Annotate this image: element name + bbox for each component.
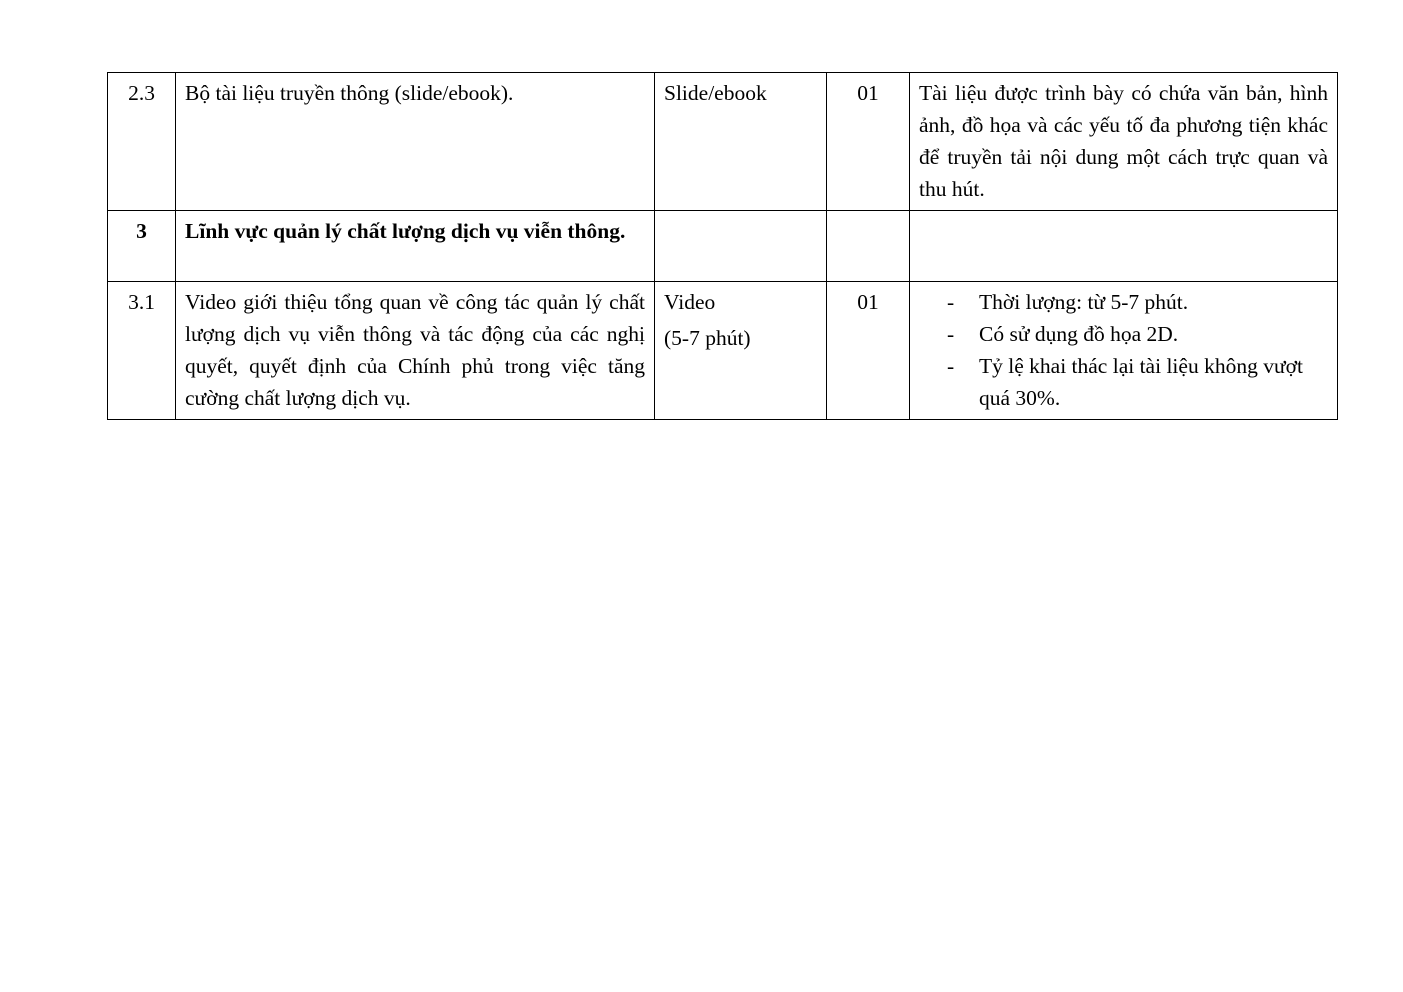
requirement-item	[919, 350, 1328, 414]
requirement-list	[919, 286, 1328, 414]
row-quantity: 01	[827, 282, 910, 420]
row-content: Bộ tài liệu truyền thông (slide/ebook).	[176, 73, 655, 211]
row-form-line: Slide/ebook	[664, 81, 767, 105]
table-row-section	[108, 211, 1338, 282]
row-number: 2.3	[108, 73, 176, 211]
row-form	[655, 73, 827, 211]
table-row	[108, 73, 1338, 211]
bullet-dash: -	[947, 290, 955, 314]
row-quantity: 01	[827, 73, 910, 211]
requirement-item	[919, 286, 1328, 318]
bullet-dash: -	[947, 322, 955, 346]
row-requirement	[910, 282, 1338, 420]
deliverables-table	[107, 72, 1338, 420]
row-form	[655, 282, 827, 420]
requirement-text: Có sử dụng đồ họa 2D.	[979, 322, 1179, 346]
requirement-text: Thời lượng: từ 5-7 phút.	[979, 290, 1189, 314]
requirement-item	[919, 318, 1328, 350]
row-quantity	[827, 211, 910, 282]
row-form	[655, 211, 827, 282]
requirement-text: Tỷ lệ khai thác lại tài liệu không vượt quá 30%.	[979, 354, 1303, 410]
bullet-dash: -	[947, 354, 955, 378]
row-form-line: (5-7 phút)	[664, 326, 751, 350]
section-title: Lĩnh vực quản lý chất lượng dịch vụ viễn thông.	[176, 211, 655, 282]
table-row	[108, 282, 1338, 420]
row-content: Video giới thiệu tổng quan về công tác quản lý chất lượng dịch vụ viễn thông và tác động của các nghị quyết, quyết định của Chính phủ trong việc tăng cường chất lượng dịch vụ.	[176, 282, 655, 420]
row-requirement: Tài liệu được trình bày có chứa văn bản, hình ảnh, đồ họa và các yếu tố đa phương tiện khác để truyền tải nội dung một cách trực quan và thu hút.	[910, 73, 1338, 211]
row-requirement	[910, 211, 1338, 282]
row-number: 3.1	[108, 282, 176, 420]
section-number: 3	[108, 211, 176, 282]
row-form-line: Video	[664, 290, 716, 314]
